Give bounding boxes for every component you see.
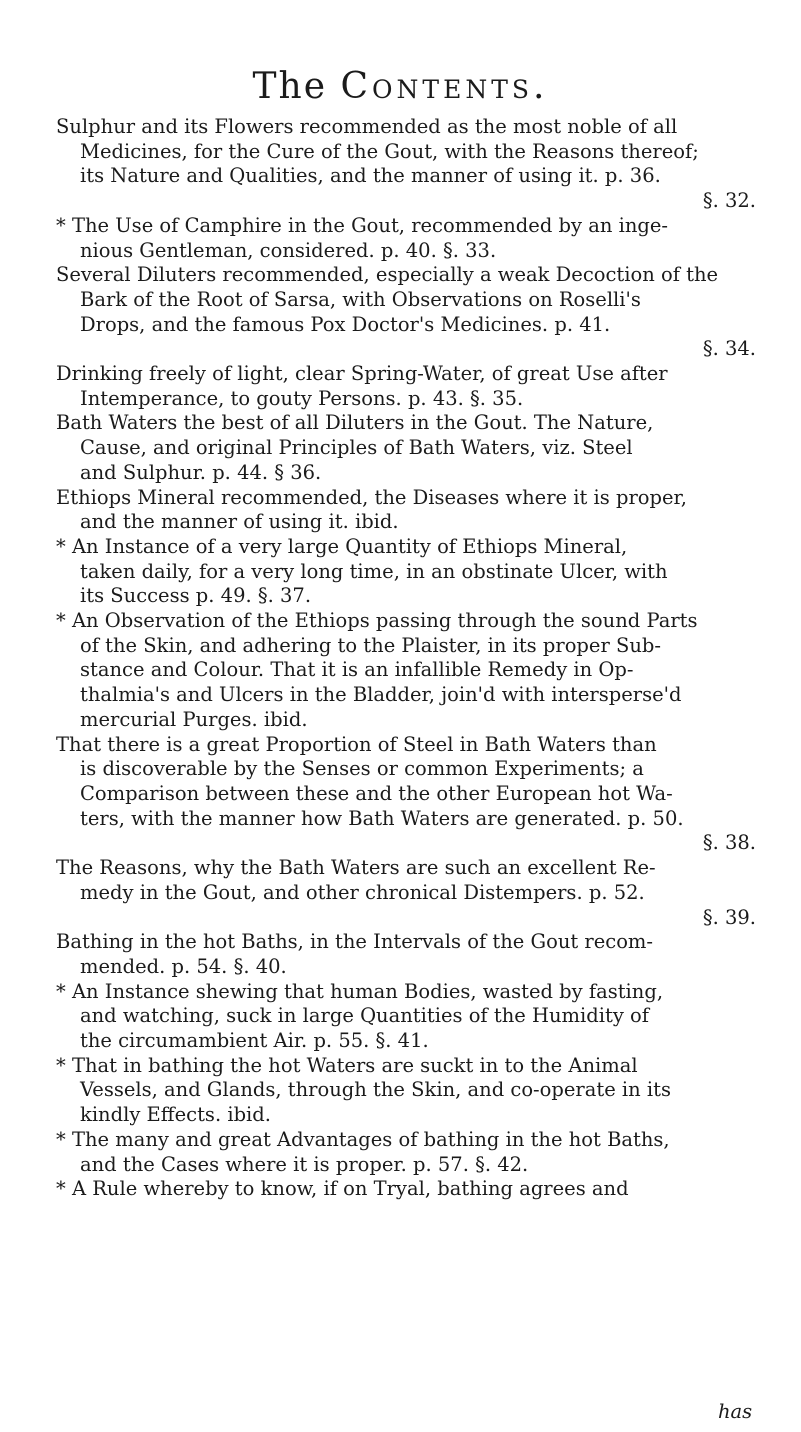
contents-entry (56, 535, 756, 609)
entry-line: Cause, and original Principles of Bath Waters, viz. Steel (80, 436, 633, 460)
entry-line: and the manner of using it. ibid. (80, 510, 399, 534)
entry-line: Comparison between these and the other European hot Wa- (80, 781, 673, 805)
entry-line: Intemperance, to gouty Persons. p. 43. §. 35. (80, 386, 524, 410)
entry-line: * The Use of Camphire in the Gout, recommended by an inge- (56, 213, 668, 237)
contents-entry (56, 856, 756, 930)
entry-line: of the Skin, and adhering to the Plaister, in its proper Sub- (80, 633, 661, 657)
entry-line: * A Rule whereby to know, if on Tryal, bathing agrees and (56, 1177, 629, 1201)
entry-line: * An Instance shewing that human Bodies, wasted by fasting, (56, 979, 664, 1003)
section-number: §. 32. (702, 189, 756, 213)
section-number: §. 38. (702, 831, 756, 855)
page-header (0, 66, 801, 107)
entry-line: thalmia's and Ulcers in the Bladder, join'd with intersperse'd (80, 683, 682, 707)
entry-line: * That in bathing the hot Waters are suckt in to the Animal (56, 1053, 638, 1077)
entry-line: Bathing in the hot Baths, in the Intervals of the Gout recom- (56, 930, 654, 954)
contents-entry (56, 115, 756, 214)
contents-entry (56, 214, 756, 263)
entry-line: mended. p. 54. §. 40. (80, 954, 287, 978)
section-number: §. 39. (702, 905, 756, 929)
contents-entry (56, 980, 756, 1054)
contents-list (56, 115, 756, 1202)
contents-entry (56, 263, 756, 362)
contents-entry (56, 362, 756, 411)
contents-entry (56, 1054, 756, 1128)
entry-line: and the Cases where it is proper. p. 57. §. 42. (80, 1152, 529, 1176)
entry-line: stance and Colour. That it is an infallible Remedy in Op- (80, 658, 634, 682)
entry-line: and Sulphur. p. 44. § 36. (80, 460, 322, 484)
entry-line: its Success p. 49. §. 37. (80, 584, 312, 608)
entry-line: mercurial Purges. ibid. (80, 707, 308, 731)
entry-line: Drops, and the famous Pox Doctor's Medicines. p. 41. (80, 312, 611, 336)
entry-line: the circumambient Air. p. 55. §. 41. (80, 1029, 429, 1053)
entry-line: its Nature and Qualities, and the manner of using it. p. 36. (80, 164, 661, 188)
entry-line: * An Instance of a very large Quantity of Ethiops Mineral, (56, 534, 628, 558)
entry-line: Ethiops Mineral recommended, the Diseases where it is proper, (56, 485, 687, 509)
entry-line: * The many and great Advantages of bathing in the hot Baths, (56, 1127, 670, 1151)
entry-line: and watching, suck in large Quantities of the Humidity of (80, 1004, 650, 1028)
contents-entry (56, 733, 756, 857)
entry-line: Several Diluters recommended, especially a weak Decoction of the (56, 263, 719, 287)
entry-line: * An Observation of the Ethiops passing through the sound Parts (56, 609, 698, 633)
entry-line: Sulphur and its Flowers recommended as the most noble of all (56, 115, 678, 138)
entry-line: is discoverable by the Senses or common Experiments; a (80, 757, 644, 781)
catchword: has (718, 1400, 753, 1423)
section-number: §. 34. (702, 337, 756, 361)
entry-line: medy in the Gout, and other chronical Distempers. p. 52. (80, 880, 645, 904)
entry-line: That there is a great Proportion of Steel in Bath Waters than (56, 732, 657, 756)
header-contents: Contents. (340, 66, 549, 107)
entry-line: Bark of the Root of Sarsa, with Observations on Roselli's (80, 287, 641, 311)
entry-line: nious Gentleman, considered. p. 40. §. 33. (80, 238, 497, 262)
contents-entry (56, 1128, 756, 1177)
entry-line: Medicines, for the Cure of the Gout, with the Reasons thereof; (80, 139, 699, 163)
entry-line: Bath Waters the best of all Diluters in the Gout. The Nature, (56, 411, 654, 435)
contents-entry (56, 411, 756, 485)
entry-line: kindly Effects. ibid. (80, 1103, 271, 1127)
entry-line: Vessels, and Glands, through the Skin, and co-operate in its (80, 1078, 672, 1102)
contents-entry (56, 609, 756, 733)
contents-entry (56, 930, 756, 979)
entry-line: Drinking freely of light, clear Spring-Water, of great Use after (56, 362, 668, 386)
entry-line: taken daily, for a very long time, in an obstinate Ulcer, with (80, 559, 668, 583)
entry-line: The Reasons, why the Bath Waters are such an excellent Re- (56, 856, 656, 880)
contents-entry (56, 1177, 756, 1202)
header-the: The (252, 66, 328, 107)
entry-line: ters, with the manner how Bath Waters are generated. p. 50. (80, 806, 684, 830)
contents-entry (56, 486, 756, 535)
